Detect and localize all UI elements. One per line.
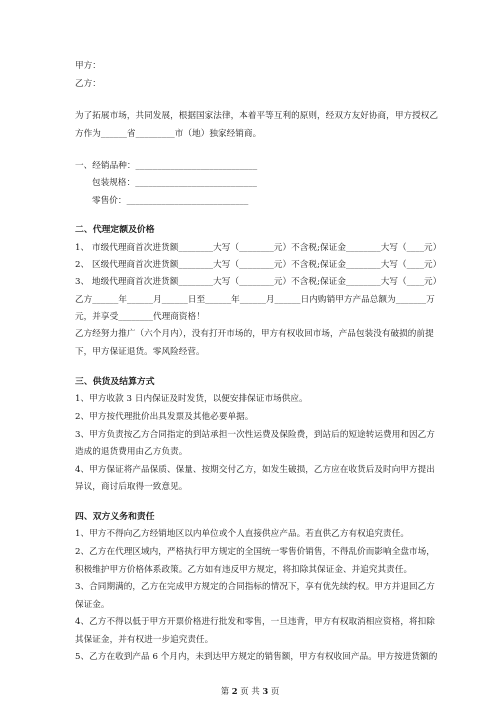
section-heading-3: 三、供货及结算方式 <box>75 377 155 387</box>
footer-prefix: 第 <box>220 686 230 696</box>
preamble-line: 为了拓展市场，共同发展，根据国家法律，本着平等互利的原则，经双方友好协商，甲方授权乙 <box>75 111 439 121</box>
duty-clause-line: 5、乙方在收到产品 6 个月内，未到达甲方规定的销售额，甲方有权收回产品。甲方按进货额的 <box>75 652 438 662</box>
supply-clause-line: 2、甲方按代理批价出具发票及其他必要单据。 <box>75 412 254 422</box>
product-variety-line: 一、经销品种：____________________________ <box>75 161 258 171</box>
return-policy-line: 下，甲方保证退货。零风险经营。 <box>75 347 205 357</box>
preamble-line: 方作为______省_________市（地）独家经销商。 <box>75 129 262 139</box>
period-line: 元，并享受________代理商资格！ <box>75 312 205 322</box>
duty-clause-line: 1、甲方不得向乙方经销地区以内单位或个人直接供应产品。若直供乙方有权追究责任。 <box>75 529 409 539</box>
footer-mid: 页 共 <box>240 686 260 696</box>
supply-clause-line: 1、甲方收款 3 日内保证及时发货，以便安排保证市场供应。 <box>75 394 308 404</box>
quota-line: 2、 区级代理商首次进货额________大写（________元）不含税;保证金________大写（____元） <box>75 260 442 270</box>
duty-clause-line: 4、乙方不得以低于甲方开票价格进行批发和零售，一旦违背，甲方有权取消相应资格，将扣除 <box>75 617 435 627</box>
supply-clause-line: 异议，商讨后取得一致意见。 <box>75 482 188 492</box>
page-footer <box>0 686 500 696</box>
retail-price-line: 零售价：____________________________ <box>92 196 249 206</box>
party-a-line: 甲方： <box>75 61 101 71</box>
duty-clause-line: 保证金。 <box>75 600 110 610</box>
return-policy-line: 乙方经努力推广（六个月内），没有打开市场的，甲方有权收回市场，产品包装没有破损的前提 <box>75 329 434 339</box>
duty-clause-line: 积极维护甲方价格体系政策。乙方如有违反甲方规定，将扣除其保证金、并追究其责任。 <box>75 565 413 575</box>
footer-suffix: 页 <box>270 686 280 696</box>
supply-clause-line: 4、甲方保证将产品保质、保量、按期交付乙方，如发生破损，乙方应在收货后及时向甲方提出 <box>75 465 435 475</box>
party-b-line: 乙方： <box>75 79 101 89</box>
quota-line: 1、 市级代理商首次进货额________大写（________元）不含税;保证金________大写（____元） <box>75 243 442 253</box>
supply-clause-line: 造成的退货费用由乙方负责。 <box>75 447 188 457</box>
supply-clause-line: 3、甲方负责按乙方合同指定的到站承担一次性运费及保险费，到站后的短途转运费用和因乙方 <box>75 430 435 440</box>
period-line: 乙方______年______月______日至______年______月______日内购销甲方产品总额为_______万 <box>75 295 435 305</box>
duty-clause-line: 其保证金，并有权进一步追究责任。 <box>75 635 214 645</box>
duty-clause-line: 3、合同期满的，乙方在完成甲方规定的合同指标的情况下，享有优先续约权。甲方并退回乙方 <box>75 582 435 592</box>
section-heading-2: 二、代理定额及价格 <box>75 225 155 235</box>
package-spec-line: 包装规格：____________________________ <box>92 178 257 188</box>
footer-total-pages: 3 <box>262 686 269 696</box>
footer-page-number: 2 <box>231 686 238 696</box>
duty-clause-line: 2、乙方在代理区域内，严格执行甲方规定的全国统一零售价销售，不得乱价而影响全盘市场， <box>75 547 435 557</box>
quota-line: 3、 地级代理商首次进货额________大写（________元）不含税;保证金________大写（____元） <box>75 277 442 287</box>
section-heading-4: 四、双方义务和责任 <box>75 512 155 522</box>
